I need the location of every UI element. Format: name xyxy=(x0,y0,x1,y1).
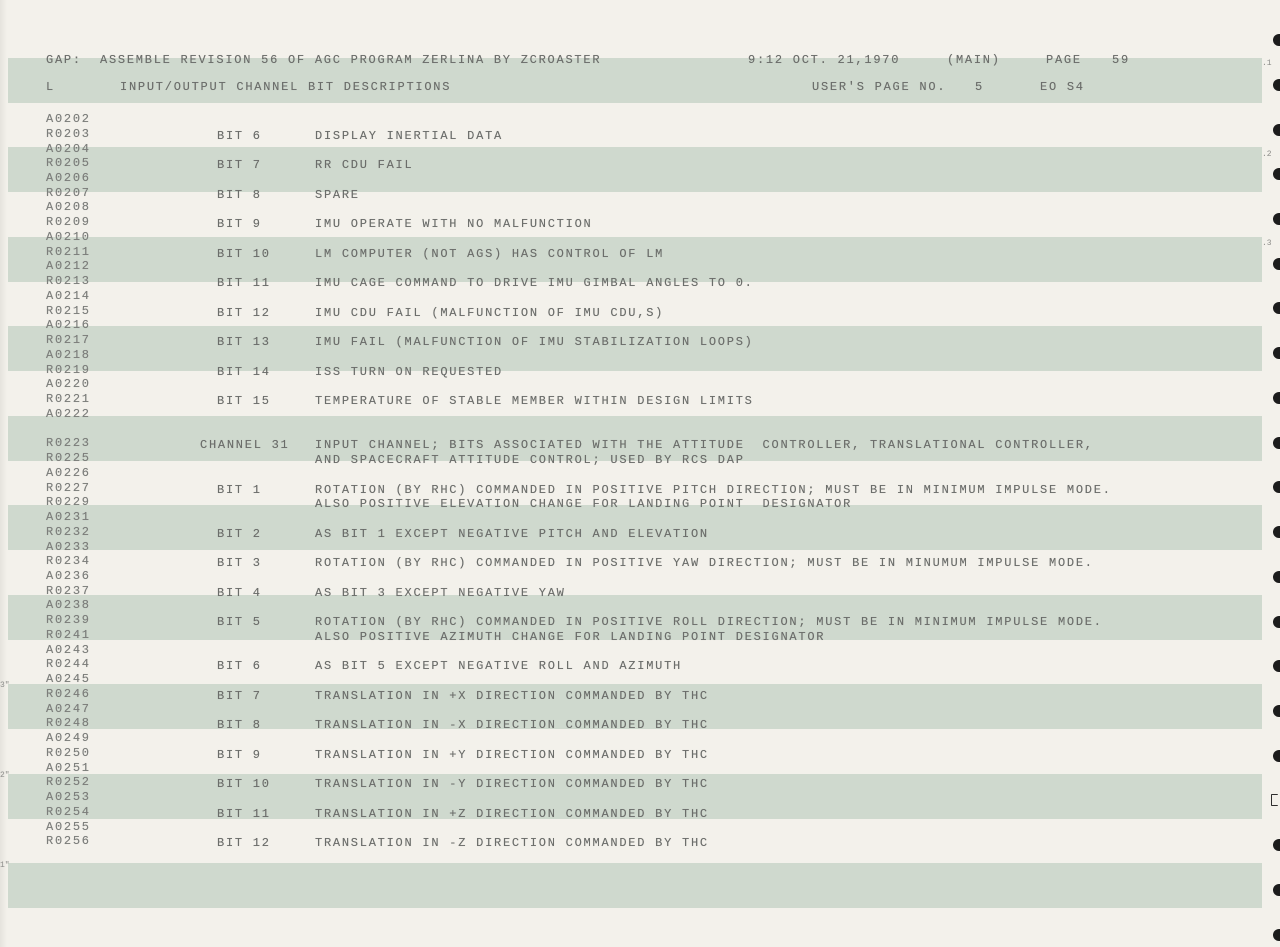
line-id: A0204 xyxy=(46,141,91,156)
line-id: R0250 xyxy=(46,745,91,760)
line-id: A0236 xyxy=(46,568,91,583)
assembly-title: ASSEMBLE REVISION 56 OF AGC PROGRAM ZERLINA BY ZCROASTER xyxy=(100,53,602,67)
line-id: R0225 xyxy=(46,451,91,465)
left-margin-mark: 1" xyxy=(0,861,10,870)
bit-description: AS BIT 3 EXCEPT NEGATIVE YAW xyxy=(315,585,566,600)
bit-description: TRANSLATION IN -X DIRECTION COMMANDED BY THC xyxy=(315,718,709,733)
tractor-feed-hole xyxy=(1273,571,1280,583)
bit-description: IMU CDU FAIL (MALFUNCTION OF IMU CDU,S) xyxy=(315,305,665,320)
line-id: A0214 xyxy=(46,288,91,303)
bit-label: BIT 13 xyxy=(217,335,271,350)
line-id: R0219 xyxy=(46,362,91,377)
tractor-feed-hole xyxy=(1273,616,1280,628)
line-id: R0241 xyxy=(46,627,91,642)
user-page-label: USER'S PAGE NO. xyxy=(812,80,947,94)
bit-label: BIT 6 xyxy=(217,659,262,674)
bit-label: BIT 10 xyxy=(217,246,271,261)
bit-description: ALSO POSITIVE ELEVATION CHANGE FOR LANDING POINT DESIGNATOR xyxy=(315,497,853,512)
line-id: R0244 xyxy=(46,657,91,672)
section-tag: L xyxy=(46,80,55,94)
line-id: R0239 xyxy=(46,613,91,628)
line-id: R0252 xyxy=(46,775,91,790)
line-id: R0217 xyxy=(46,333,91,348)
tractor-feed-hole xyxy=(1273,929,1280,941)
bit-label: BIT 4 xyxy=(217,585,262,600)
bit-label: BIT 5 xyxy=(217,615,262,630)
line-id: A0243 xyxy=(46,642,91,657)
bit-description: TRANSLATION IN +X DIRECTION COMMANDED BY THC xyxy=(315,688,709,703)
right-margin-mark: .1 xyxy=(1262,59,1272,68)
bit-description: IMU OPERATE WITH NO MALFUNCTION xyxy=(315,217,593,232)
line-id: R0209 xyxy=(46,215,91,230)
right-margin-mark: .2 xyxy=(1262,150,1272,159)
tractor-feed-hole xyxy=(1273,392,1280,404)
bit-description: AS BIT 1 EXCEPT NEGATIVE PITCH AND ELEVATION xyxy=(315,526,709,541)
bit-description: ROTATION (BY RHC) COMMANDED IN POSITIVE YAW DIRECTION; MUST BE IN MINUMUM IMPULSE MODE. xyxy=(315,556,1094,571)
bit-label: BIT 8 xyxy=(217,187,262,202)
bit-description: AND SPACECRAFT ATTITUDE CONTROL; USED BY RCS DAP xyxy=(315,453,745,467)
bit-label: BIT 1 xyxy=(217,482,262,497)
tractor-feed-hole xyxy=(1273,168,1280,180)
line-id: R0248 xyxy=(46,716,91,731)
bit-description: LM COMPUTER (NOT AGS) HAS CONTROL OF LM xyxy=(315,246,665,261)
tractor-feed-hole xyxy=(1273,124,1280,136)
bit-label: BIT 9 xyxy=(217,747,262,762)
tractor-feed-hole xyxy=(1273,437,1280,449)
tractor-feed-hole xyxy=(1273,750,1280,762)
line-id: R0205 xyxy=(46,156,91,171)
bit-description: IMU CAGE COMMAND TO DRIVE IMU GIMBAL ANGLES TO 0. xyxy=(315,276,754,291)
line-id: R0227 xyxy=(46,480,91,495)
tractor-feed-hole xyxy=(1273,839,1280,851)
page-number: 59 xyxy=(1112,53,1130,67)
bit-description: ROTATION (BY RHC) COMMANDED IN POSITIVE ROLL DIRECTION; MUST BE IN MINIMUM IMPULSE MODE. xyxy=(315,615,1103,630)
bit-description: DISPLAY INERTIAL DATA xyxy=(315,128,503,143)
bit-description: ISS TURN ON REQUESTED xyxy=(315,364,503,379)
bit-label: BIT 12 xyxy=(217,836,271,851)
line-id: A0210 xyxy=(46,229,91,244)
tractor-feed-hole xyxy=(1273,79,1280,91)
line-id: R0237 xyxy=(46,583,91,598)
line-id: R0223 xyxy=(46,436,91,451)
bit-description: TRANSLATION IN +Z DIRECTION COMMANDED BY THC xyxy=(315,806,709,821)
bit-description: RR CDU FAIL xyxy=(315,158,414,173)
bit-label: BIT 11 xyxy=(217,276,271,291)
line-id: A0216 xyxy=(46,318,91,333)
assembly-timestamp: 9:12 OCT. 21,1970 xyxy=(748,53,901,67)
bit-description: SPARE xyxy=(315,187,360,202)
line-id: R0254 xyxy=(46,804,91,819)
right-margin-mark: .3 xyxy=(1262,239,1272,248)
line-id: R0213 xyxy=(46,274,91,289)
left-margin-mark: 2" xyxy=(0,771,10,780)
bit-description: ROTATION (BY RHC) COMMANDED IN POSITIVE PITCH DIRECTION; MUST BE IN MINIMUM IMPULSE MODE. xyxy=(315,482,1112,497)
line-id: R0211 xyxy=(46,244,91,259)
bit-description: TRANSLATION IN +Y DIRECTION COMMANDED BY THC xyxy=(315,747,709,762)
tractor-feed-hole xyxy=(1273,884,1280,896)
line-id: R0234 xyxy=(46,554,91,569)
section-title: INPUT/OUTPUT CHANNEL BIT DESCRIPTIONS xyxy=(120,80,452,94)
line-id: A0222 xyxy=(46,406,91,421)
line-id: A0208 xyxy=(46,200,91,215)
line-id: A0206 xyxy=(46,171,91,185)
line-id: R0232 xyxy=(46,524,91,539)
feed-marker-icon xyxy=(1271,794,1278,806)
bit-label: BIT 10 xyxy=(217,777,271,792)
line-id: A0218 xyxy=(46,347,91,362)
line-id: R0215 xyxy=(46,303,91,318)
assembler-tag: GAP: xyxy=(46,53,82,67)
tractor-feed-hole xyxy=(1273,526,1280,538)
document-code: EO S4 xyxy=(1040,80,1085,94)
bit-label: BIT 12 xyxy=(217,305,271,320)
line-id: A0226 xyxy=(46,465,91,480)
bit-label: CHANNEL 31 xyxy=(200,438,290,453)
bit-description: IMU FAIL (MALFUNCTION OF IMU STABILIZATION LOOPS) xyxy=(315,335,754,350)
tractor-feed-hole xyxy=(1273,258,1280,270)
bit-description: TRANSLATION IN -Z DIRECTION COMMANDED BY THC xyxy=(315,836,709,851)
bit-description: ALSO POSITIVE AZIMUTH CHANGE FOR LANDING POINT DESIGNATOR xyxy=(315,629,826,644)
left-margin-mark: 3" xyxy=(0,681,10,690)
tractor-feed-hole xyxy=(1273,302,1280,314)
bit-label: BIT 6 xyxy=(217,128,262,143)
line-id: R0203 xyxy=(46,126,91,141)
line-id: A0220 xyxy=(46,377,91,392)
bit-label: BIT 15 xyxy=(217,394,271,409)
line-id: A0231 xyxy=(46,510,91,524)
tractor-feed-hole xyxy=(1273,705,1280,717)
line-id: A0202 xyxy=(46,112,91,126)
tractor-feed-hole xyxy=(1273,347,1280,359)
line-id: A0212 xyxy=(46,259,91,274)
tractor-feed-hole xyxy=(1273,34,1280,46)
bit-description: INPUT CHANNEL; BITS ASSOCIATED WITH THE ATTITUDE CONTROLLER, TRANSLATIONAL CONTROLLER, xyxy=(315,438,1094,453)
line-id: R0229 xyxy=(46,495,91,510)
bit-label: BIT 8 xyxy=(217,718,262,733)
bit-label: BIT 7 xyxy=(217,158,262,173)
tractor-feed-hole xyxy=(1273,660,1280,672)
tractor-feed-hole xyxy=(1273,481,1280,493)
bit-description: AS BIT 5 EXCEPT NEGATIVE ROLL AND AZIMUTH xyxy=(315,659,682,674)
page-label: PAGE xyxy=(1046,53,1082,67)
line-id: R0207 xyxy=(46,185,91,200)
line-id: R0221 xyxy=(46,392,91,407)
line-id: A0245 xyxy=(46,672,91,687)
segment-label: (MAIN) xyxy=(947,53,1001,67)
line-id: A0233 xyxy=(46,539,91,554)
tractor-feed-hole xyxy=(1273,213,1280,225)
bit-description: TEMPERATURE OF STABLE MEMBER WITHIN DESIGN LIMITS xyxy=(315,394,754,409)
bit-label: BIT 14 xyxy=(217,364,271,379)
bit-label: BIT 7 xyxy=(217,688,262,703)
user-page-number: 5 xyxy=(975,80,984,94)
line-id: R0256 xyxy=(46,834,91,849)
line-id: A0251 xyxy=(46,760,91,775)
line-id: A0238 xyxy=(46,598,91,613)
bit-description: TRANSLATION IN -Y DIRECTION COMMANDED BY THC xyxy=(315,777,709,792)
line-id: A0249 xyxy=(46,731,91,746)
line-id: A0253 xyxy=(46,790,91,804)
line-id: R0246 xyxy=(46,686,91,701)
bit-label: BIT 11 xyxy=(217,806,271,821)
bit-label: BIT 9 xyxy=(217,217,262,232)
bit-label: BIT 3 xyxy=(217,556,262,571)
bit-label: BIT 2 xyxy=(217,526,262,541)
line-id: A0255 xyxy=(46,819,91,834)
line-id: A0247 xyxy=(46,701,91,716)
